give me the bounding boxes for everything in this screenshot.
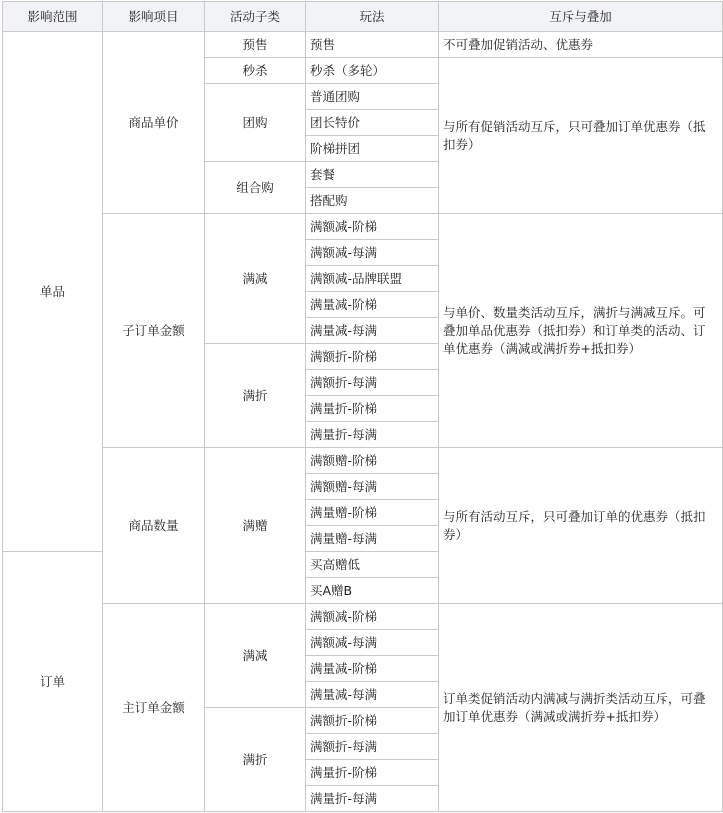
play-cell: 满额折-每满	[306, 370, 439, 396]
subtype-cell: 满赠	[205, 448, 306, 604]
play-cell: 套餐	[306, 162, 439, 188]
subtype-cell: 团购	[205, 84, 306, 162]
rule-cell: 与所有活动互斥，只可叠加订单的优惠券（抵扣券）	[439, 448, 723, 604]
play-cell: 买A赠B	[306, 578, 439, 604]
play-cell: 满额折-阶梯	[306, 708, 439, 734]
play-cell: 预售	[306, 32, 439, 58]
play-cell: 阶梯拼团	[306, 136, 439, 162]
play-cell: 满量折-阶梯	[306, 396, 439, 422]
header-item: 影响项目	[103, 2, 205, 32]
play-cell: 满量减-每满	[306, 318, 439, 344]
scope-cell: 单品	[3, 32, 103, 552]
play-cell: 满额赠-每满	[306, 474, 439, 500]
header-scope: 影响范围	[3, 2, 103, 32]
rule-cell: 订单类促销活动内满减与满折类活动互斥，可叠加订单优惠券（满减或满折券+抵扣券）	[439, 604, 723, 812]
rule-cell: 与单价、数量类活动互斥，满折与满减互斥。可叠加单品优惠券（抵扣券）和订单类的活动、订单优惠券（满减或满折券+抵扣券）	[439, 214, 723, 448]
subtype-cell: 预售	[205, 32, 306, 58]
play-cell: 满量折-每满	[306, 786, 439, 812]
play-cell: 满量减-每满	[306, 682, 439, 708]
play-cell: 团长特价	[306, 110, 439, 136]
subtype-cell: 满减	[205, 604, 306, 708]
play-cell: 满额折-每满	[306, 734, 439, 760]
header-row	[3, 2, 723, 32]
play-cell: 满额减-阶梯	[306, 214, 439, 240]
play-cell: 满量折-每满	[306, 422, 439, 448]
play-cell: 秒杀（多轮）	[306, 58, 439, 84]
play-cell: 普通团购	[306, 84, 439, 110]
item-cell: 商品单价	[103, 32, 205, 214]
header-rule: 互斥与叠加	[439, 2, 723, 32]
table-row	[3, 214, 723, 240]
header-play: 玩法	[306, 2, 439, 32]
play-cell: 满额减-品牌联盟	[306, 266, 439, 292]
subtype-cell: 组合购	[205, 162, 306, 214]
play-cell: 满量赠-阶梯	[306, 500, 439, 526]
play-cell: 满量赠-每满	[306, 526, 439, 552]
play-cell: 满量减-阶梯	[306, 292, 439, 318]
play-cell: 满额折-阶梯	[306, 344, 439, 370]
play-cell: 满额减-每满	[306, 630, 439, 656]
scope-cell: 订单	[3, 552, 103, 812]
subtype-cell: 秒杀	[205, 58, 306, 84]
table-row	[3, 604, 723, 630]
table-row	[3, 32, 723, 58]
item-cell: 主订单金额	[103, 604, 205, 812]
subtype-cell: 满折	[205, 344, 306, 448]
play-cell: 满量减-阶梯	[306, 656, 439, 682]
play-cell: 满额减-阶梯	[306, 604, 439, 630]
play-cell: 满额减-每满	[306, 240, 439, 266]
subtype-cell: 满减	[205, 214, 306, 344]
promotion-rules-table	[2, 1, 723, 812]
play-cell: 搭配购	[306, 188, 439, 214]
header-subtype: 活动子类	[205, 2, 306, 32]
rule-cell: 不可叠加促销活动、优惠券	[439, 32, 723, 58]
subtype-cell: 满折	[205, 708, 306, 812]
play-cell: 满额赠-阶梯	[306, 448, 439, 474]
play-cell: 买高赠低	[306, 552, 439, 578]
item-cell: 子订单金额	[103, 214, 205, 448]
rule-cell: 与所有促销活动互斥，只可叠加订单优惠券（抵扣券）	[439, 58, 723, 214]
play-cell: 满量折-阶梯	[306, 760, 439, 786]
item-cell: 商品数量	[103, 448, 205, 604]
table-row	[3, 448, 723, 474]
